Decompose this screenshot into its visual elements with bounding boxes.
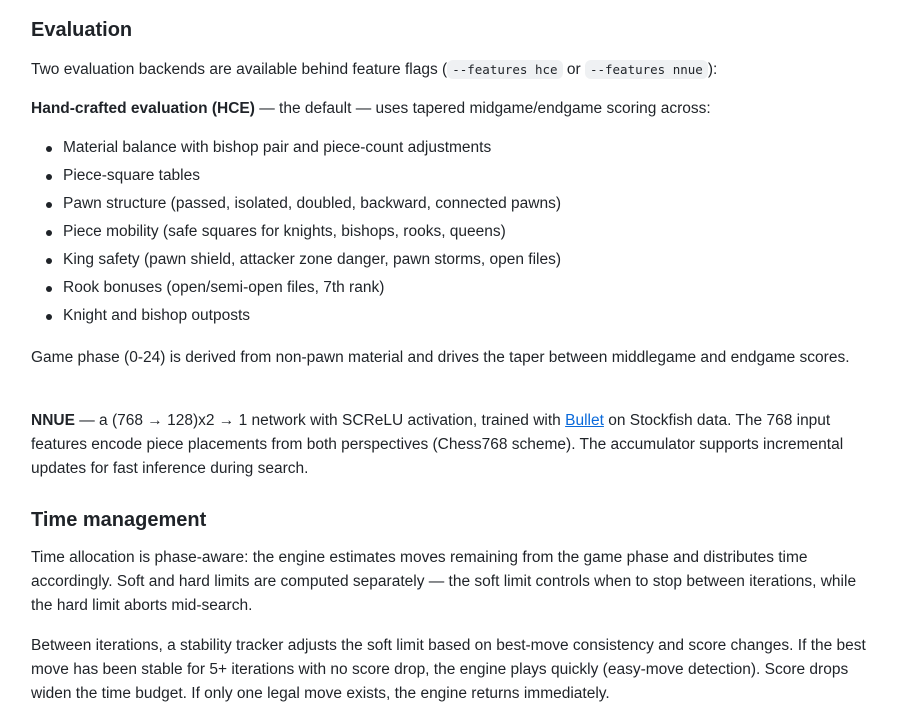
nnue-paragraph xyxy=(31,409,876,481)
nnue-text-pre: — a (768 → 128)x2 → 1 network with SCReLU activation, trained with xyxy=(74,412,566,429)
list-item: Rook bonuses (open/semi-open files, 7th rank) xyxy=(63,276,901,304)
list-item: Knight and bishop outposts xyxy=(63,304,901,332)
list-item: Pawn structure (passed, isolated, doubled, backward, connected pawns) xyxy=(63,192,901,220)
hce-description: — the default — uses tapered midgame/endgame scoring across: xyxy=(254,100,711,117)
intro-text-post: ): xyxy=(707,61,718,78)
bullet-link[interactable]: Bullet xyxy=(565,412,604,429)
list-item: Piece-square tables xyxy=(63,164,901,192)
hce-feature-list xyxy=(31,136,901,332)
flag-hce-code: --features hce xyxy=(447,60,562,79)
evaluation-intro xyxy=(31,58,717,82)
flag-nnue-code: --features nnue xyxy=(585,60,708,79)
hce-paragraph xyxy=(31,97,711,121)
list-item: Piece mobility (safe squares for knights, bishops, rooks, queens) xyxy=(63,220,901,248)
intro-text-pre: Two evaluation backends are available behind feature flags ( xyxy=(31,61,448,78)
time-allocation-paragraph: Time allocation is phase-aware: the engine estimates moves remaining from the game phase and distributes time accordingly. Soft and hard limits are computed separately — the soft limit controls when to stop between iterations, while the hard limit aborts mid-search. xyxy=(31,549,857,614)
intro-text-or: or xyxy=(562,61,585,78)
list-item: Material balance with bishop pair and piece-count adjustments xyxy=(63,136,901,164)
game-phase-paragraph: Game phase (0-24) is derived from non-pawn material and drives the taper between middlegame and endgame scores. xyxy=(31,349,850,366)
stability-tracker-paragraph: Between iterations, a stability tracker adjusts the soft limit based on best-move consistency and score changes. If the best move has been stable for 5+ iterations with no score drop, the engine plays quickly (easy-move detection). Score drops widen the time budget. If only one legal move exists, the engine returns immediately. xyxy=(31,637,866,702)
evaluation-heading: Evaluation xyxy=(31,19,133,41)
nnue-text-post: on Stockfish data. The 768 input features encode piece placements from both perspectives (Chess768 scheme). The accumulator supports incremental updates for fast inference during search. xyxy=(31,412,844,477)
list-item: King safety (pawn shield, attacker zone danger, pawn storms, open files) xyxy=(63,248,901,276)
hce-title: Hand-crafted evaluation (HCE) xyxy=(31,100,255,117)
time-management-heading: Time management xyxy=(31,509,207,531)
nnue-title: NNUE xyxy=(31,412,75,429)
